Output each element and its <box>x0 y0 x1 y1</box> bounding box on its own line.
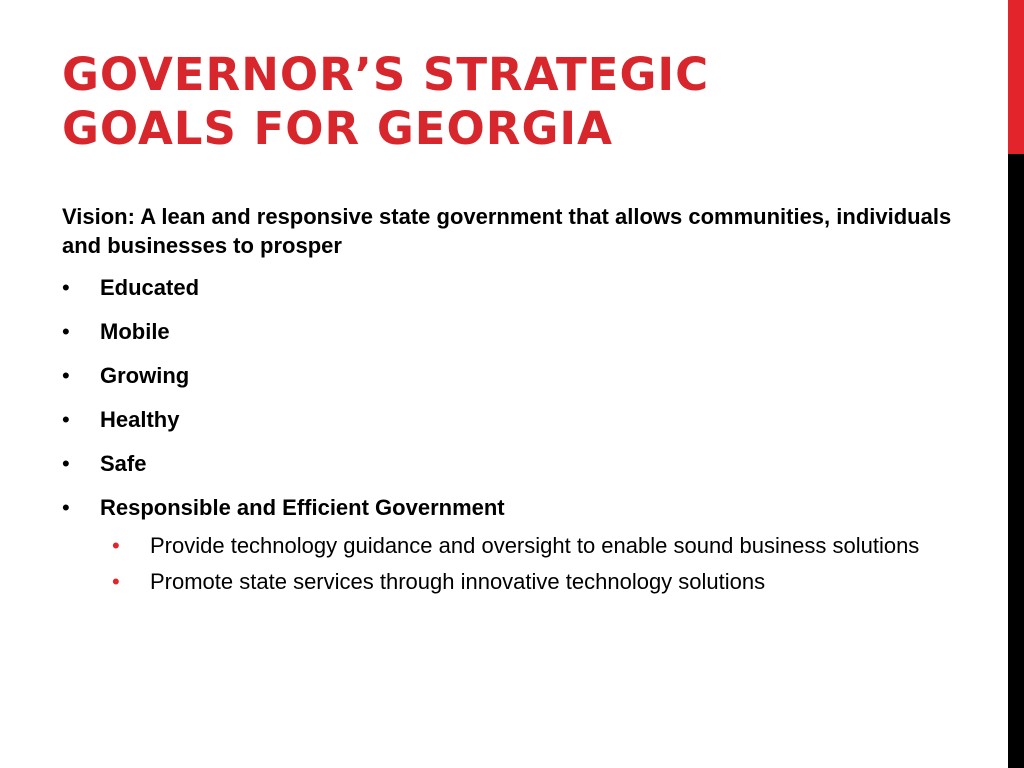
goal-item-educated <box>62 274 962 302</box>
goal-label: Safe <box>100 451 147 476</box>
goal-item-healthy <box>62 406 962 434</box>
red-bullet-icon: • <box>112 533 120 558</box>
subgoal-item-promote-services <box>112 568 962 596</box>
goals-list <box>62 274 962 522</box>
goal-label: Growing <box>100 363 190 388</box>
goal-item-mobile <box>62 318 962 346</box>
subgoal-item-technology-guidance <box>112 532 962 560</box>
bullet-icon: • <box>62 407 70 432</box>
bullet-icon: • <box>62 451 70 476</box>
bullet-icon: • <box>62 363 70 388</box>
slide-body <box>62 202 962 604</box>
accent-bar-black <box>1008 154 1024 768</box>
slide-title <box>62 48 962 156</box>
vision-statement: Vision: A lean and responsive state government that allows communities, individuals and businesses to prosper <box>62 204 952 258</box>
goal-label: Healthy <box>100 407 180 432</box>
accent-bar-red <box>1008 0 1024 154</box>
goal-label: Mobile <box>100 319 170 344</box>
goal-item-responsible-government <box>62 494 962 522</box>
bullet-icon: • <box>62 495 70 520</box>
goal-item-safe <box>62 450 962 478</box>
goal-label: Educated <box>100 275 200 300</box>
subgoal-label: Promote state services through innovative technology solutions <box>150 569 766 594</box>
red-bullet-icon: • <box>112 569 120 594</box>
slide-title-line-2: GOALS FOR GEORGIA <box>62 102 613 155</box>
subgoal-label: Provide technology guidance and oversight to enable sound business solutions <box>150 533 920 558</box>
bullet-icon: • <box>62 319 70 344</box>
bullet-icon: • <box>62 275 70 300</box>
subgoals-list <box>112 532 962 596</box>
goal-item-growing <box>62 362 962 390</box>
goal-label: Responsible and Efficient Government <box>100 495 505 520</box>
slide-title-line-1: GOVERNOR’S STRATEGIC <box>62 48 710 101</box>
